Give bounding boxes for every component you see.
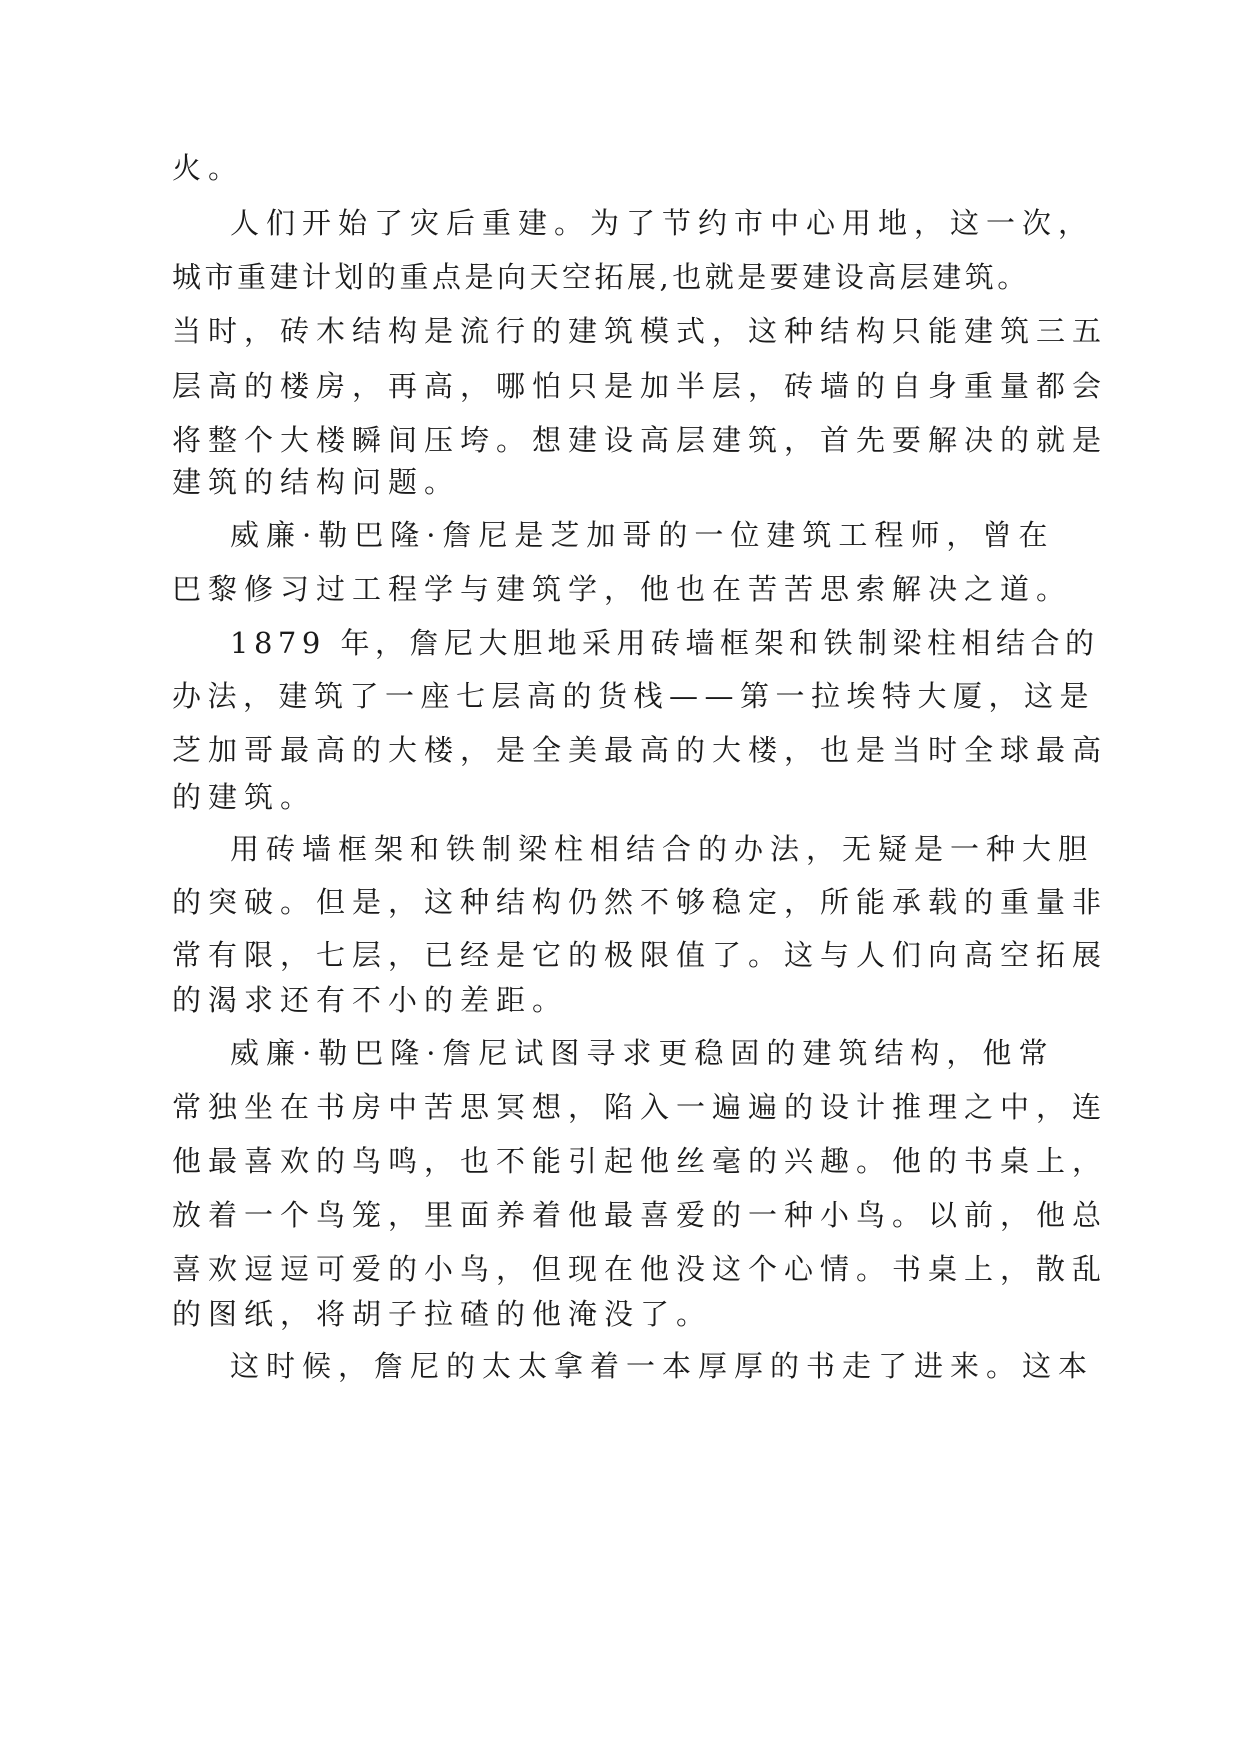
text-line: 他最喜欢的鸟鸣，也不能引起他丝毫的兴趣。他的书桌上， xyxy=(172,1144,1109,1178)
paragraph-first-line: 这时候，詹尼的太太拿着一本厚厚的书走了进来。这本 xyxy=(230,1349,1095,1383)
text-line: 常独坐在书房中苦思冥想，陷入一遍遍的设计推理之中，连 xyxy=(172,1090,1109,1124)
text-line: 的建筑。 xyxy=(172,780,317,814)
text-line: 办法，建筑了一座七层高的货栈——第一拉埃特大厦，这是 xyxy=(172,679,1096,713)
paragraph-first-line: 威廉·勒巴隆·詹尼是芝加哥的一位建筑工程师，曾在 xyxy=(230,518,1055,552)
text-line: 的突破。但是，这种结构仍然不够稳定，所能承载的重量非 xyxy=(172,885,1109,919)
text-line: 城市重建计划的重点是向天空拓展,也就是要建设高层建筑。 xyxy=(172,260,1030,294)
paragraph-first-line: 威廉·勒巴隆·詹尼试图寻求更稳固的建筑结构，他常 xyxy=(230,1036,1055,1070)
paragraph-first-line: 用砖墙框架和铁制梁柱相结合的办法，无疑是一种大胆 xyxy=(230,832,1095,866)
text-line: 层高的楼房，再高，哪怕只是加半层，砖墙的自身重量都会 xyxy=(172,369,1109,403)
text-line: 常有限，七层，已经是它的极限值了。这与人们向高空拓展 xyxy=(172,938,1109,972)
paragraph-first-line: 1879 年，詹尼大胆地采用砖墙框架和铁制梁柱相结合的 xyxy=(230,626,1100,660)
text-line: 的渴求还有不小的差距。 xyxy=(172,983,569,1017)
paragraph-first-line: 人们开始了灾后重建。为了节约市中心用地，这一次， xyxy=(230,206,1095,240)
text-line: 芝加哥最高的大楼，是全美最高的大楼，也是当时全球最高 xyxy=(172,733,1109,767)
text-line: 放着一个鸟笼，里面养着他最喜爱的一种小鸟。以前，他总 xyxy=(172,1198,1109,1232)
text-line: 火。 xyxy=(172,151,245,185)
text-line: 当时，砖木结构是流行的建筑模式，这种结构只能建筑三五 xyxy=(172,314,1109,348)
text-line: 建筑的结构问题。 xyxy=(172,465,461,499)
text-line: 喜欢逗逗可爱的小鸟，但现在他没这个心情。书桌上，散乱 xyxy=(172,1252,1109,1286)
text-line: 巴黎修习过工程学与建筑学，他也在苦苦思索解决之道。 xyxy=(172,572,1073,606)
text-line: 的图纸，将胡子拉碴的他淹没了。 xyxy=(172,1297,713,1331)
text-line: 将整个大楼瞬间压垮。想建设高层建筑，首先要解决的就是 xyxy=(172,423,1109,457)
